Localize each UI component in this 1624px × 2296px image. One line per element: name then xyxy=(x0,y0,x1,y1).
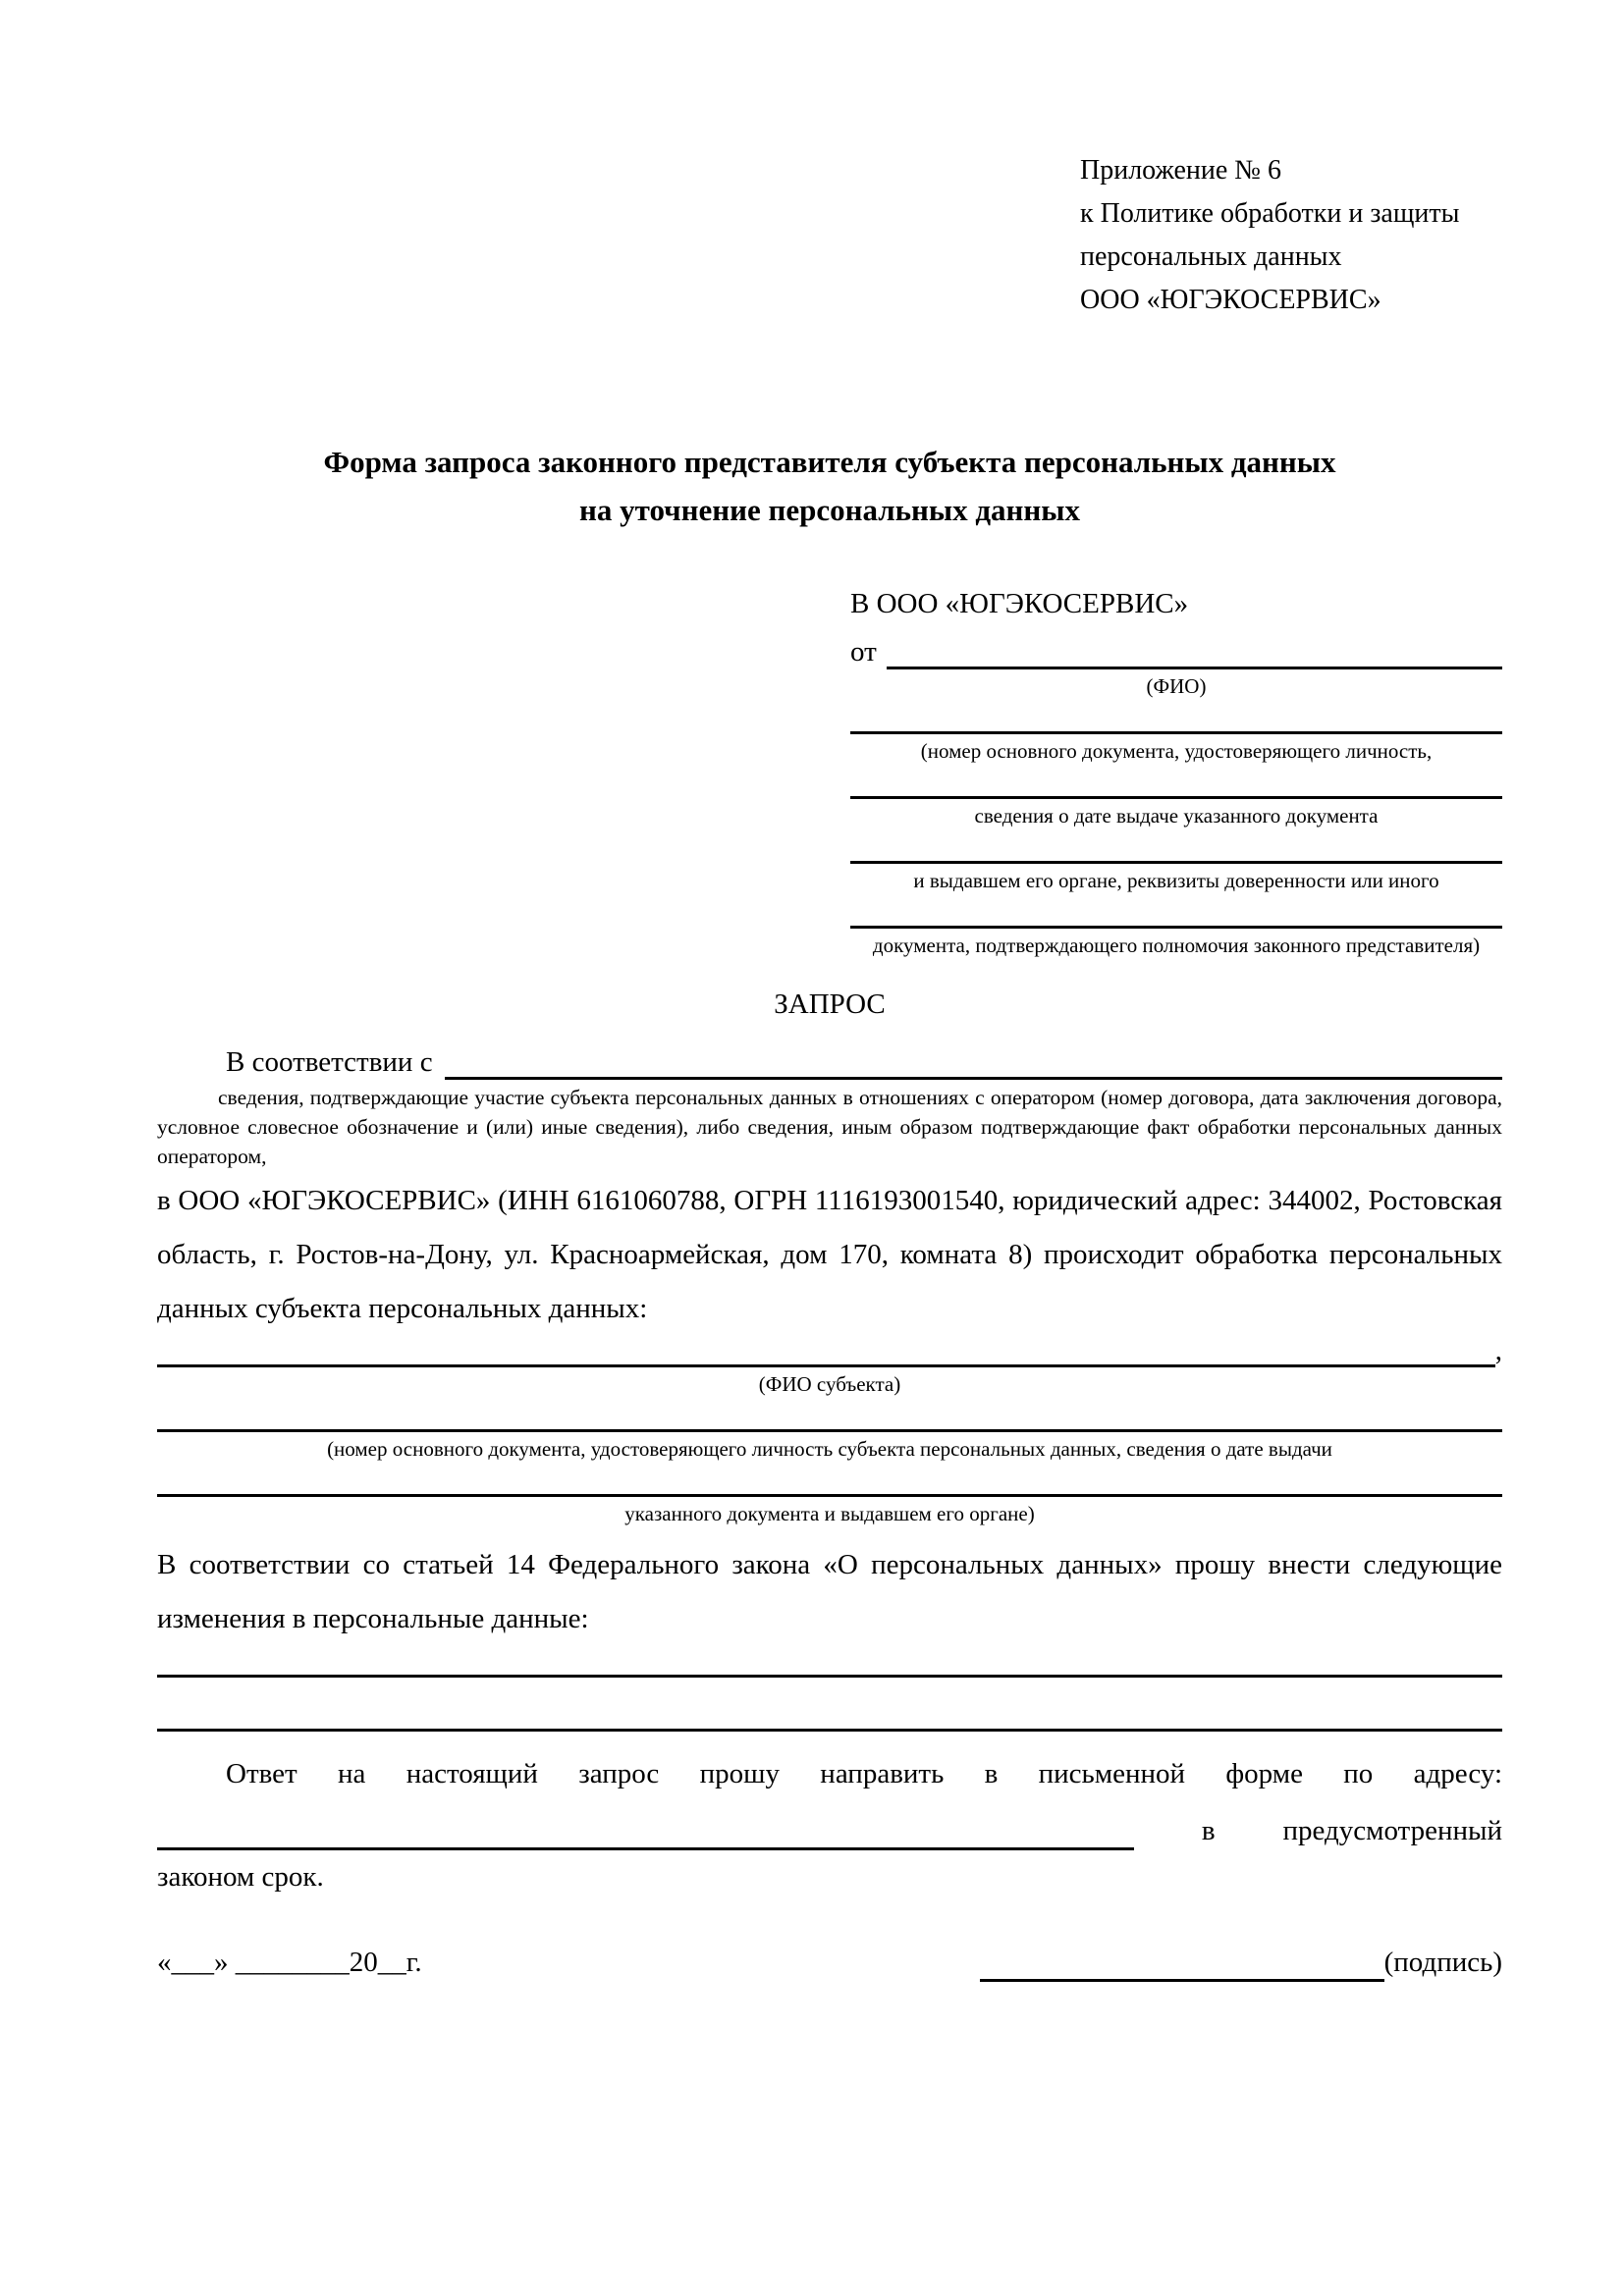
doc-fill-line-2 xyxy=(850,764,1502,799)
subject-fio-fill-line xyxy=(157,1338,1495,1367)
subject-fio-row xyxy=(157,1335,1502,1367)
from-fill-line xyxy=(887,628,1502,669)
address-fill-line xyxy=(157,1801,1134,1850)
subject-doc-caption-1: (номер основного документа, удостоверяющего личность субъекта персональных данных, сведения о дате выдачи xyxy=(327,1437,1332,1461)
from-row xyxy=(850,628,1502,669)
subject-doc-fill-line-1 xyxy=(157,1397,1502,1432)
intro-fill-line xyxy=(445,1039,1502,1080)
fio-caption: (ФИО) xyxy=(1146,674,1207,698)
response-word-predusmotrenny: предусмотренный xyxy=(1282,1815,1502,1846)
appendix-line: к Политике обработки и защиты xyxy=(1080,198,1460,229)
doc-caption-1: (номер основного документа, удостоверяющего личность, xyxy=(920,739,1433,763)
operator-paragraph: в ООО «ЮГЭКОСЕРВИС» (ИНН 6161060788, ОГРН 1116193001540, юридический адрес: 344002, Ростовская область, г. Ростов-на-Дону, ул. Красноармейская, дом 170, комната 8) происходит обработка персональных данных субъекта персональных данных: xyxy=(157,1185,1502,1324)
appendix-line: ООО «ЮГЭКОСЕРВИС» xyxy=(1080,285,1381,315)
subject-line-comma: , xyxy=(1494,1335,1502,1366)
subject-doc-caption-2: указанного документа и выдавшем его органе) xyxy=(624,1502,1035,1525)
appendix-line: Приложение № 6 xyxy=(1080,155,1281,186)
response-term-line: законом срок. xyxy=(157,1861,324,1893)
signature-fill-line xyxy=(980,1945,1384,1982)
intro-label: В соответствии с xyxy=(226,1046,433,1078)
doc-caption-3: и выдавшем его органе, реквизиты доверенности или иного xyxy=(913,869,1439,892)
changes-fill-line-1 xyxy=(157,1646,1502,1678)
title-line-2: на уточнение персональных данных xyxy=(579,493,1080,527)
law-paragraph: В соответствии со статьей 14 Федерального закона «О персональных данных» прошу внести следующие изменения в персональные данные: xyxy=(157,1549,1502,1634)
subject-fio-caption: (ФИО субъекта) xyxy=(758,1372,901,1396)
doc-fill-line-3 xyxy=(850,828,1502,864)
request-intro-row xyxy=(157,1039,1502,1080)
signature-group xyxy=(980,1943,1502,1982)
from-label: от xyxy=(850,636,877,667)
doc-fill-line-1 xyxy=(850,699,1502,734)
document-title xyxy=(157,438,1502,534)
changes-fill-line-2 xyxy=(157,1678,1502,1732)
request-heading: ЗАПРОС xyxy=(774,988,886,1020)
footer-row xyxy=(157,1943,1502,1982)
date-fill-line: «___» ________20__г. xyxy=(157,1947,422,1978)
addressee-company: В ООО «ЮГЭКОСЕРВИС» xyxy=(850,588,1189,619)
title-line-1: Форма запроса законного представителя субъекта персональных данных xyxy=(323,445,1336,479)
addressee-block xyxy=(850,585,1502,958)
response-word-v: в xyxy=(1201,1815,1216,1846)
doc-caption-2: сведения о дате выдаче указанного документа xyxy=(974,804,1379,828)
appendix-line: персональных данных xyxy=(1080,241,1342,272)
doc-caption-4: документа, подтверждающего полномочия законного представителя) xyxy=(872,934,1481,957)
subject-doc-fill-line-2 xyxy=(157,1462,1502,1497)
appendix-header xyxy=(1080,149,1502,322)
doc-fill-line-4 xyxy=(850,893,1502,929)
response-paragraph: Ответ на настоящий запрос прошу направить в письменной форме по адресу: xyxy=(226,1758,1502,1789)
signature-caption: (подпись) xyxy=(1383,1947,1502,1978)
response-address-row xyxy=(157,1801,1502,1850)
fine-print-note: сведения, подтверждающие участие субъекта персональных данных в отношениях с оператором (номер договора, дата заключения договора, условное словесное обозначение и (или) иные сведения), либо сведения, иным образом подтверждающие факт обработки персональных данных оператором, xyxy=(157,1086,1502,1168)
